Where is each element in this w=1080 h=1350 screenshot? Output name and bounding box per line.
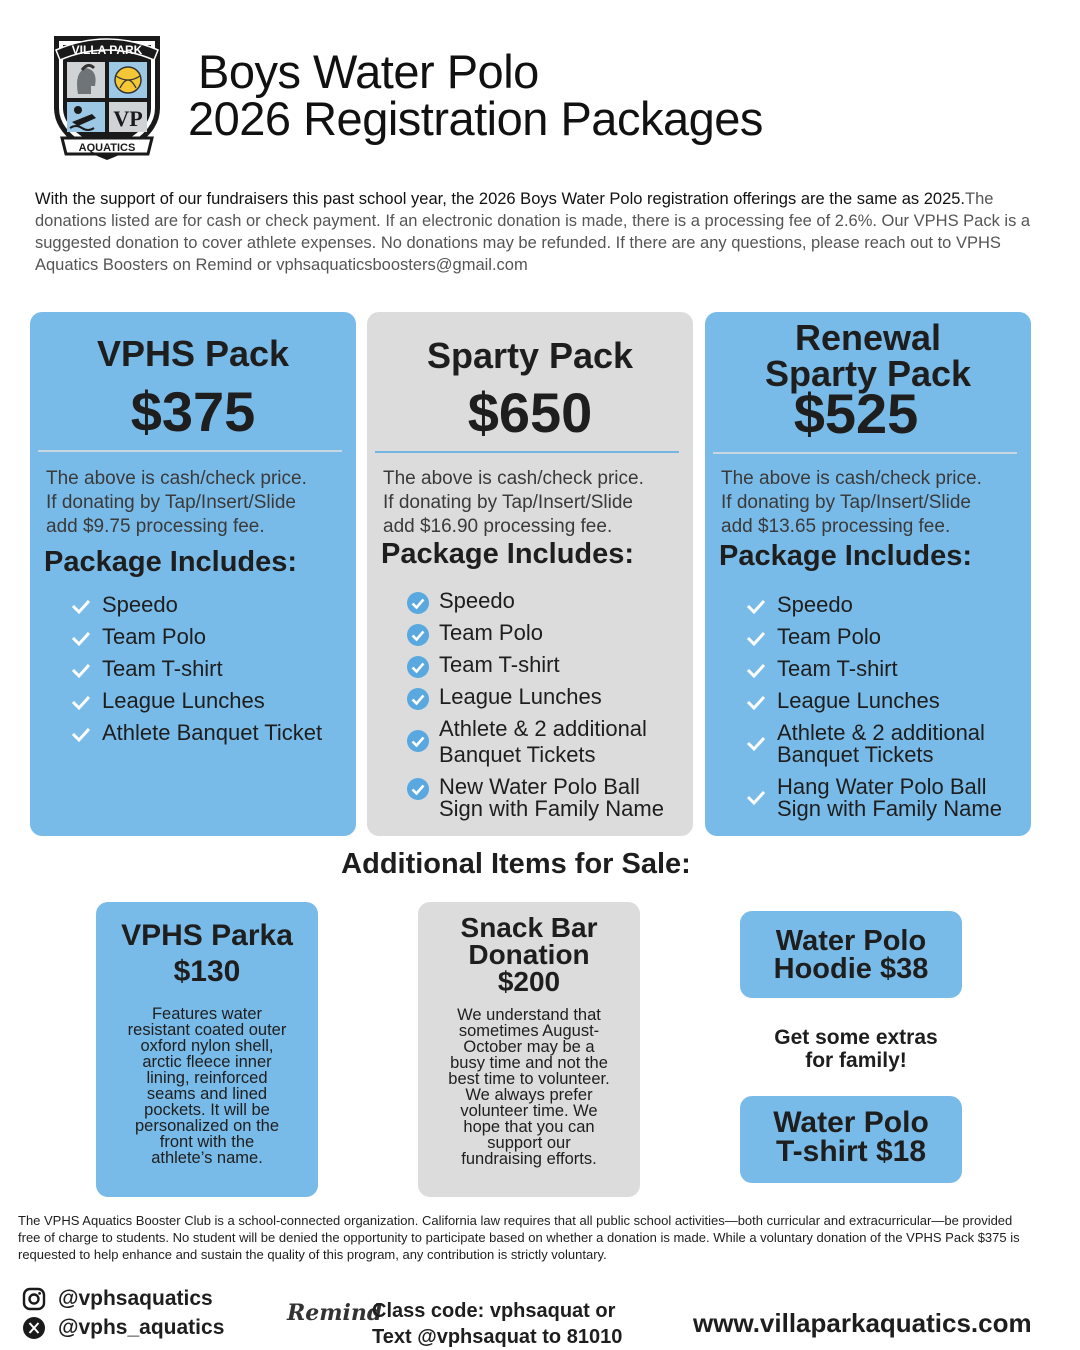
package-name: Sparty Pack [426,335,634,376]
list-item: Athlete Banquet Ticket [70,722,322,744]
remind-logo: Remind [287,1300,383,1326]
instagram-handle[interactable]: @vphsaquatics [22,1287,213,1311]
check-icon [745,659,767,681]
parka-price: $130 [173,955,241,988]
snack-bar-donation-card [418,902,640,1197]
list-item: League Lunches [407,686,664,708]
check-icon [70,627,92,649]
list-item: Team Polo [70,626,322,648]
package-includes-heading: Package Includes: [44,546,298,578]
svg-text:VILLA PARK: VILLA PARK [71,43,143,57]
snack-bar-title: Snack Bar Donation $200 [460,912,598,997]
parka-description: Features water resistant coated outer oxford nylon shell, arctic fleece inner lining, reinforced seams and lined pockets. It will be personalized on the front with the athlete’s name. [127,1005,287,1167]
check-icon [745,627,767,649]
package-includes-heading: Package Includes: [381,538,635,570]
x-logo-icon [22,1316,46,1340]
check-circle-icon [407,688,429,710]
title-line-1: Boys Water Polo [198,45,539,98]
extras-note: Get some extras for family! [774,1026,938,1072]
remind-class-code: Class code: vphsaquat or Text @vphsaquat to 81010 [372,1300,623,1348]
list-item: Athlete & 2 additional Banquet Tickets [745,722,1002,766]
divider [713,452,1017,454]
package-card-renewal-sparty-pack [705,312,1031,836]
check-icon [70,691,92,713]
check-icon [745,595,767,617]
package-card-sparty-pack [367,312,693,836]
price-note: The above is cash/check price. If donating by Tap/Insert/Slide add $9.75 processing fee. [46,468,307,537]
check-circle-icon [407,624,429,646]
list-item: Team T-shirt [745,658,1002,680]
snack-bar-description: We understand that sometimes August- October may be a busy time and not the best time to volunteer. We always prefer volunteer time. We hope that you can support our fundraising efforts. [448,1006,610,1168]
check-icon [745,691,767,713]
page-title [188,45,763,145]
list-item: Speedo [407,590,664,612]
svg-text:VP: VP [113,106,143,131]
price-note: The above is cash/check price. If donating by Tap/Insert/Slide add $13.65 processing fee. [721,468,982,537]
package-name: Renewal Sparty Pack [764,317,972,394]
parka-card [96,902,318,1197]
check-icon [70,659,92,681]
package-includes-list [407,590,664,830]
hoodie-card [740,911,962,998]
list-item: Team Polo [745,626,1002,648]
website-link[interactable]: www.villaparkaquatics.com [693,1308,1032,1338]
check-circle-icon [407,730,429,752]
check-icon [70,723,92,745]
list-item: New Water Polo Ball Sign with Family Name [407,776,664,820]
tshirt-label: Water Polo T-shirt $18 [773,1106,929,1168]
list-item: Speedo [70,594,322,616]
package-price: $525 [793,382,919,445]
additional-items-heading: Additional Items for Sale: [341,848,691,880]
package-includes-list [745,594,1002,830]
check-circle-icon [407,592,429,614]
tshirt-card [740,1096,962,1183]
intro-details: The donations listed are for cash or check payment. If an electronic donation is made, there is a processing fee of 2.6%. Our VPHS Pack is a suggested donation to cover athlete expenses. No donations may be refunded. If there are any questions, please reach out to VPHS Aquatics Boosters on Remind or vphsaquaticsboosters@gmail.com [35,190,1031,274]
check-circle-icon [407,656,429,678]
list-item: Athlete & 2 additional Banquet Tickets [407,718,664,766]
check-icon [745,732,767,754]
check-icon [70,595,92,617]
list-item: League Lunches [745,690,1002,712]
parka-title: VPHS Parka [121,919,293,952]
svg-text:AQUATICS: AQUATICS [78,142,136,154]
x-handle[interactable]: @vphs_aquatics [22,1316,224,1340]
check-circle-icon [407,778,429,800]
list-item: Team T-shirt [70,658,322,680]
price-note: The above is cash/check price. If donating by Tap/Insert/Slide add $16.90 processing fee. [383,468,644,537]
list-item: Team Polo [407,622,664,644]
villa-park-aquatics-logo [48,28,166,164]
title-line-2: 2026 Registration Packages [188,92,763,145]
list-item: Hang Water Polo Ball Sign with Family Name [745,776,1002,820]
package-includes-list [70,594,322,754]
package-price: $375 [130,380,256,443]
list-item: League Lunches [70,690,322,712]
hoodie-label: Water Polo Hoodie $38 [773,925,929,985]
list-item: Team T-shirt [407,654,664,676]
instagram-icon [22,1287,46,1311]
list-item: Speedo [745,594,1002,616]
intro-paragraph [35,188,1045,276]
check-icon [745,786,767,808]
divider [375,451,679,453]
package-card-vphs-pack [30,312,356,836]
package-name: VPHS Pack [96,333,290,374]
package-includes-heading: Package Includes: [719,540,973,572]
intro-lead: With the support of our fundraisers this past school year, the 2026 Boys Water Polo registration offerings are the same as 2025. [35,190,966,208]
disclaimer-text: The VPHS Aquatics Booster Club is a school-connected organization. California law requires that all public school activities—both curricular and extracurricular—be provided free of charge to students. No student will be denied the opportunity to participate based on whether a donation is made. While a voluntary donation of the VPHS Pack $375 is requested to help enhance and sustain the quality of this program, any contribution is strictly voluntary. [18,1213,1020,1262]
divider [38,450,342,452]
package-price: $650 [467,381,593,444]
